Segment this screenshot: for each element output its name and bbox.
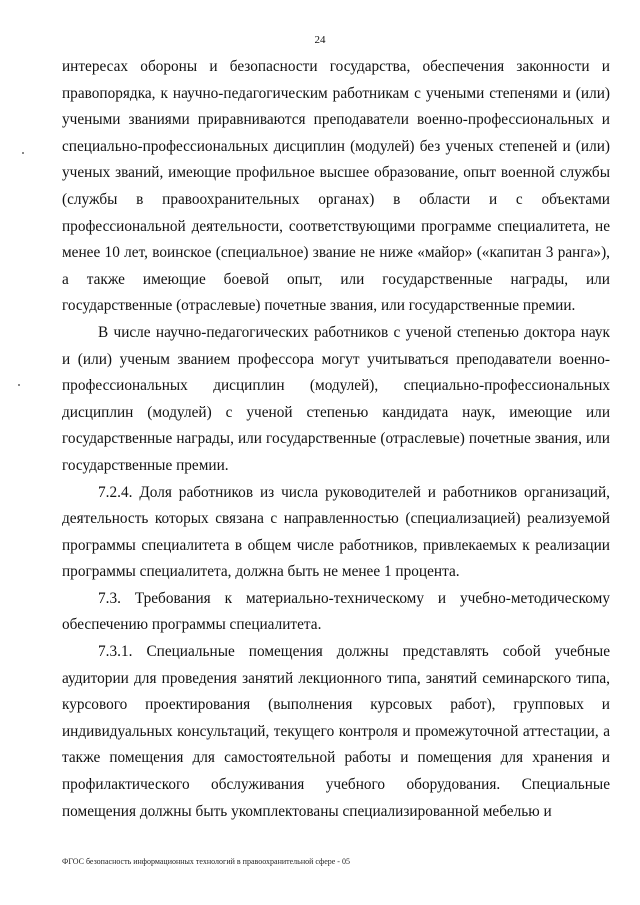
paragraph-7-2-4: 7.2.4. Доля работников из числа руководителей и работников организаций, деятельность которых связана с направленностью (специализацией) реализуемой программы специалитета в общем числе работников, привлекаемых к реализации программы специалитета, должна быть не менее 1 процента. (62, 483, 610, 581)
document-body (62, 54, 610, 825)
scan-speck (18, 384, 20, 386)
paragraph-7-3: 7.3. Требования к материально-техническому и учебно-методическому обеспечению программы специалитета. (62, 589, 610, 634)
paragraph-continuation: интересах обороны и безопасности государства, обеспечения законности и правопорядка, к научно-педагогическим работникам с учеными степенями и (или) учеными званиями приравниваются преподаватели военно-профессиональных и специально-профессиональных дисциплин (модулей) без ученых степеней и (или) ученых званий, имеющие профильное высшее образование, опыт военной службы (службы в правоохранительных органах) в области и с объектами профессиональной деятельности, соответствующими программе специалитета, не менее 10 лет, воинское (специальное) звание не ниже «майор» («капитан 3 ранга»), а также имеющие боевой опыт, или государственные награды, или государственные (отраслевые) почетные звания, или государственные премии. (62, 58, 610, 315)
paragraph-doctoral-staff: В числе научно-педагогических работников с ученой степенью доктора наук и (или) ученым званием профессора могут учитываться преподаватели военно-профессиональных дисциплин (модулей), специально-профессиональных дисциплин (модулей) с ученой степенью кандидата наук, имеющие или государственные награды, или государственные (отраслевые) почетные звания, или государственные премии. (62, 323, 610, 474)
page-number: 24 (314, 34, 326, 46)
page-footer: ФГОС безопасность информационных технологий в правоохранительной сфере - 05 (62, 857, 350, 866)
paragraph-7-3-1: 7.3.1. Специальные помещения должны представлять собой учебные аудитории для проведения занятий лекционного типа, занятий семинарского типа, курсового проектирования (выполнения курсовых работ), групповых и индивидуальных консультаций, текущего контроля и промежуточной аттестации, а также помещения для самостоятельной работы и помещения для хранения и профилактического обслуживания учебного оборудования. Специальные помещения должны быть укомплектованы специализированной мебелью и (62, 643, 610, 820)
scan-speck (22, 152, 24, 154)
